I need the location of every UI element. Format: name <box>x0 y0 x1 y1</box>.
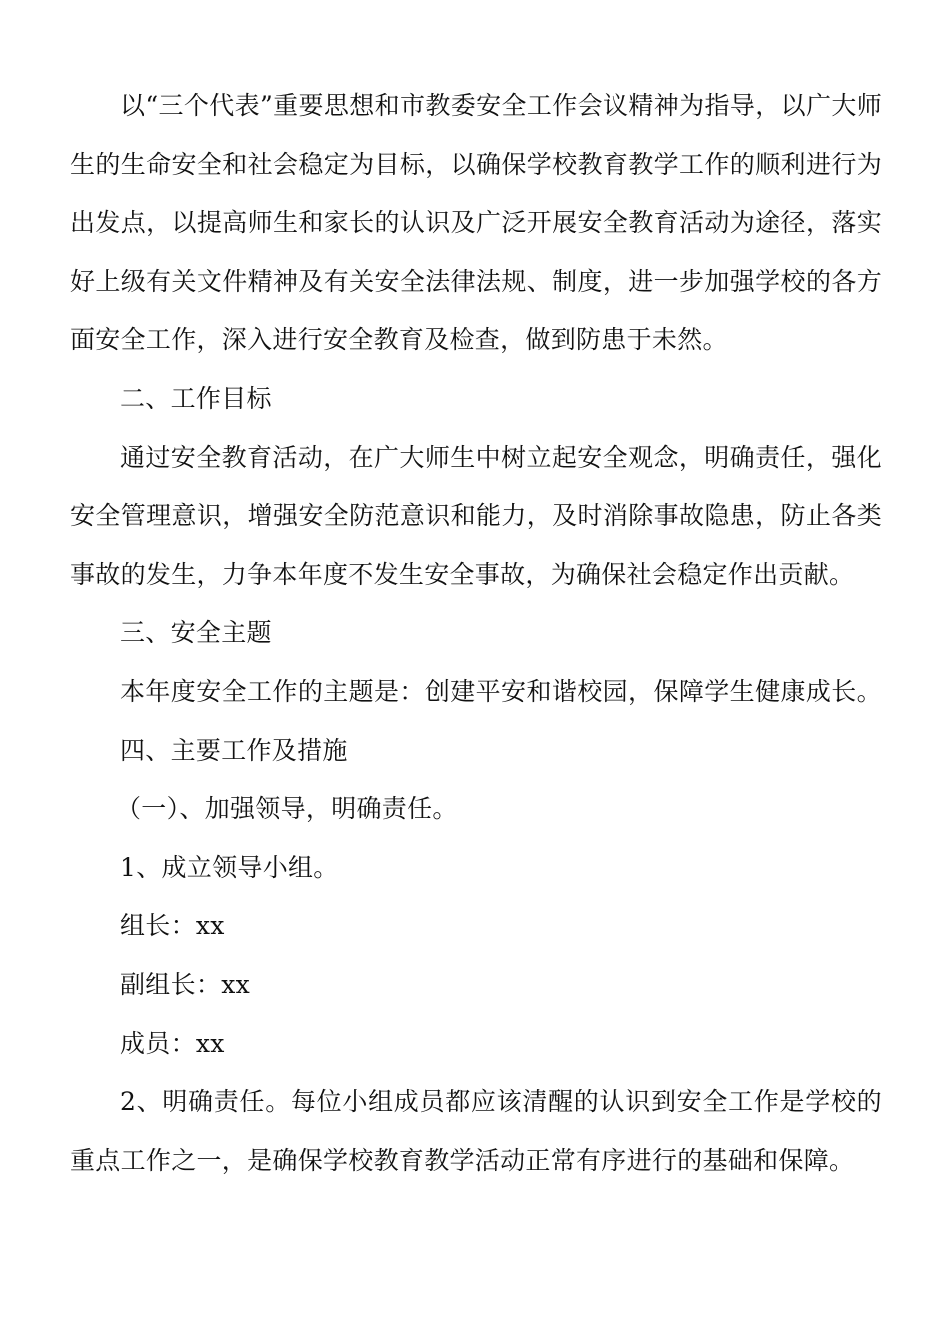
section-heading-main-measures: 四、主要工作及措施 <box>120 735 348 765</box>
responsibility-paragraph: 2、明确责任。每位小组成员都应该清醒的认识到安全工作是学校的重点工作之一，是确保学校教育教学活动正常有序进行的基础和保障。 <box>70 1087 882 1175</box>
group-leader-line: 组长：xx <box>120 911 225 941</box>
section-heading-work-goals: 二、工作目标 <box>120 383 272 413</box>
guiding-principle-paragraph: 以“三个代表”重要思想和市教委安全工作会议精神为指导，以广大师生的生命安全和社会稳定为目标，以确保学校教育教学工作的顺利进行为出发点，以提高师生和家长的认识及广泛开展安全教育活动为途径，落实好上级有关文件精神及有关安全法律法规、制度，进一步加强学校的各方面安全工作，深入进行安全教育及检查，做到防患于未然。 <box>70 91 882 355</box>
members-line: 成员：xx <box>120 1028 225 1058</box>
list-item-leadership-group: 1、成立领导小组。 <box>120 852 339 882</box>
subsection-heading-leadership: （一）、加强领导，明确责任。 <box>116 794 458 824</box>
section-heading-safety-theme: 三、安全主题 <box>120 618 272 648</box>
deputy-leader-line: 副组长：xx <box>120 969 250 999</box>
work-goals-paragraph: 通过安全教育活动，在广大师生中树立起安全观念，明确责任，强化安全管理意识，增强安全防范意识和能力，及时消除事故隐患，防止各类事故的发生，力争本年度不发生安全事故，为确保社会稳定作出贡献。 <box>70 442 882 589</box>
document-page <box>70 77 882 1190</box>
safety-theme-paragraph: 本年度安全工作的主题是：创建平安和谐校园，保障学生健康成长。 <box>120 676 882 706</box>
